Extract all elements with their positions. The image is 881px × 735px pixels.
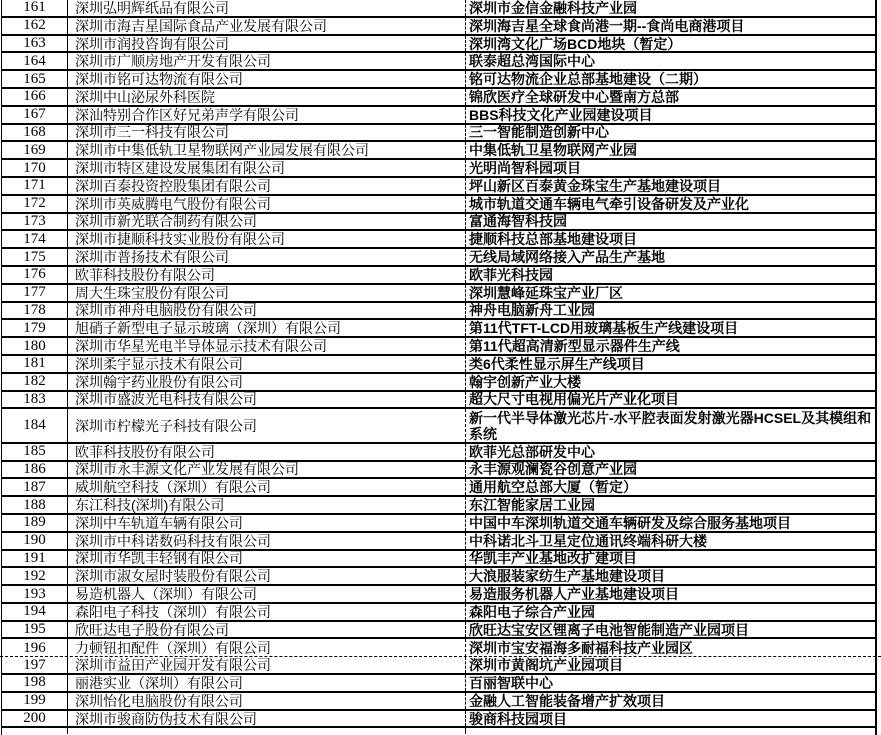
row-number-cell: 189: [2, 515, 68, 531]
row-number-cell: 179: [2, 320, 68, 336]
company-name-cell: 深圳市英威腾电气股份有限公司: [68, 196, 466, 212]
table-row: [2, 392, 875, 410]
project-name-cell: BBS科技文化产业园建设项目: [469, 106, 653, 123]
company-name-cell: 欧菲科技股份有限公司: [68, 444, 466, 460]
row-number-cell: 168: [2, 125, 68, 141]
row-number-cell: 185: [2, 444, 68, 460]
company-name-cell: 东江科技(深圳)有限公司: [68, 497, 466, 513]
row-number-cell: 166: [2, 89, 68, 105]
row-number-cell: 176: [2, 267, 68, 283]
row-number-cell: 186: [2, 462, 68, 478]
table-row: [2, 36, 875, 54]
project-name-cell: 深圳市黄阁坑产业园项目: [469, 657, 623, 674]
table-row: [2, 515, 875, 533]
project-name-cell: 中国中车深圳轨道交通车辆研发及综合服务基地项目: [469, 514, 791, 531]
company-name-cell: 深圳百泰投资控股集团有限公司: [68, 178, 466, 194]
row-number-cell: 197: [2, 657, 68, 673]
table-row: [2, 586, 875, 604]
table-row: [2, 533, 875, 551]
company-name-cell: 深圳市华星光电半导体显示技术有限公司: [68, 338, 466, 354]
company-name-cell: 周大生珠宝股份有限公司: [68, 285, 466, 301]
row-number-cell: 199: [2, 693, 68, 709]
company-name-cell: [68, 728, 466, 734]
table-row: [2, 71, 875, 89]
table-row: [2, 409, 875, 443]
company-name-cell: 深圳柔宇显示技术有限公司: [68, 356, 466, 372]
row-number-cell: 175: [2, 249, 68, 265]
table-row: [2, 267, 875, 285]
company-name-cell: 深圳市广顺房地产开发有限公司: [68, 53, 466, 69]
project-name-cell: 欧菲光总部研发中心: [469, 443, 595, 460]
table-row: [2, 675, 875, 693]
row-number-cell: 198: [2, 675, 68, 691]
project-name-cell: 森阳电子综合产业园: [469, 603, 595, 620]
company-name-cell: 深圳市盛波光电科技有限公司: [68, 392, 466, 408]
table-row: [2, 214, 875, 232]
company-name-cell: 深圳中山泌尿外科医院: [68, 89, 466, 105]
table-row: [2, 249, 875, 267]
row-number-cell: 191: [2, 551, 68, 567]
project-name-cell: 骏商科技园项目: [469, 710, 567, 727]
project-name-cell: 深圳湾文化广场BCD地块（暂定）: [469, 35, 682, 52]
row-number-cell: [2, 728, 68, 734]
row-number-cell: 172: [2, 196, 68, 212]
company-name-cell: 深圳市华凯丰轻钢有限公司: [68, 551, 466, 567]
project-name-cell: 中集低轨卫星物联网产业园: [469, 142, 637, 159]
row-number-cell: 163: [2, 36, 68, 52]
company-name-cell: 深圳市润投咨询有限公司: [68, 36, 466, 52]
row-number-cell: 200: [2, 711, 68, 727]
project-name-cell: 三一智能制造创新中心: [469, 124, 609, 141]
project-name-cell: 锦欣医疗全球研发中心暨南方总部: [469, 88, 679, 105]
project-name-cell: 深圳市宝安福海多耐福科技产业园区: [469, 640, 693, 657]
company-name-cell: 深圳市骏商防伪技术有限公司: [68, 711, 466, 727]
project-name-cell: 翰宇创新产业大楼: [469, 373, 581, 390]
company-name-cell: 威圳航空科技（深圳）有限公司: [68, 479, 466, 495]
row-number-cell: 178: [2, 303, 68, 319]
project-name-cell: 联泰超总湾国际中心: [469, 53, 595, 70]
table-row: [2, 604, 875, 622]
table-row: [2, 196, 875, 214]
company-name-cell: 深圳市神舟电脑股份有限公司: [68, 303, 466, 319]
company-name-cell: 深圳市铭可达物流有限公司: [68, 71, 466, 87]
table-row: [2, 0, 875, 18]
table-row: [2, 639, 875, 657]
table-row: [2, 285, 875, 303]
row-number-cell: 169: [2, 142, 68, 158]
row-number-cell: 193: [2, 586, 68, 602]
project-name-cell: 百丽智联中心: [469, 675, 553, 691]
row-number-cell: 196: [2, 639, 68, 657]
project-name-cell: 东江智能家居工业园: [469, 497, 595, 513]
project-name-cell: 中科诺北斗卫星定位通讯终端科研大楼: [469, 532, 707, 549]
table-row: [2, 160, 875, 178]
project-name-cell: 城市轨道交通车辆电气牵引设备研发及产业化: [469, 195, 749, 212]
table-row: [2, 497, 875, 515]
table-row: [2, 178, 875, 196]
table-row: [2, 568, 875, 586]
row-number-cell: 165: [2, 71, 68, 87]
company-name-cell: 深圳市三一科技有限公司: [68, 125, 466, 141]
row-number-cell: 188: [2, 497, 68, 513]
project-name-cell: 无线局域网络接入产品生产基地: [469, 249, 665, 265]
table-row: [2, 142, 875, 160]
table-row: [2, 125, 875, 143]
company-name-cell: 易造机器人（深圳）有限公司: [68, 586, 466, 602]
project-name-cell: 华凯丰产业基地改扩建项目: [469, 550, 637, 567]
table-row: [2, 89, 875, 107]
project-name-cell: 深圳市金信金融科技产业园: [469, 0, 637, 16]
company-name-cell: 深圳市淑女屋时装股份有限公司: [68, 568, 466, 584]
project-name-cell: 坪山新区百泰黄金珠宝生产基地建设项目: [469, 177, 721, 194]
company-name-cell: 深圳市捷顺科技实业股份有限公司: [68, 231, 466, 247]
row-number-cell: 177: [2, 285, 68, 301]
company-name-cell: 深圳翰宇药业股份有限公司: [68, 374, 466, 390]
project-name-cell: 光明尚智科园项目: [469, 160, 581, 176]
project-name-cell: 深圳海吉星全球食尚港一期--食尚电商港项目: [469, 17, 745, 34]
row-number-cell: 171: [2, 178, 68, 194]
table-row: [2, 479, 875, 497]
table-row: [2, 18, 875, 36]
row-number-cell: 194: [2, 604, 68, 620]
project-name-cell: 大浪服装家纺生产基地建设项目: [469, 568, 665, 585]
project-name-cell: 第11代TFT-LCD用玻璃基板生产线建设项目: [469, 320, 739, 337]
row-number-cell: 173: [2, 214, 68, 230]
company-project-table: [1, 0, 877, 735]
company-name-cell: 深汕特别合作区好兄弟声学有限公司: [68, 107, 466, 123]
page-break-dashed-line: [0, 656, 881, 657]
company-name-cell: 深圳市特区建设发展集团有限公司: [68, 160, 466, 176]
company-name-cell: 深圳市益田产业园开发有限公司: [68, 657, 466, 673]
row-number-cell: 174: [2, 231, 68, 247]
project-name-cell: 易造服务机器人产业基地建设项目: [469, 586, 679, 602]
row-number-cell: 192: [2, 568, 68, 584]
row-number-cell: 195: [2, 622, 68, 638]
table-row: [2, 356, 875, 374]
row-number-cell: 183: [2, 392, 68, 408]
row-number-cell: 164: [2, 53, 68, 69]
table-row: [2, 657, 875, 675]
project-name-cell: 神舟电脑新舟工业园: [469, 302, 595, 319]
company-name-cell: 欣旺达电子股份有限公司: [68, 622, 466, 638]
table-row: [2, 374, 875, 392]
company-name-cell: 丽港实业（深圳）有限公司: [68, 675, 466, 691]
row-number-cell: 180: [2, 338, 68, 354]
company-name-cell: 深圳市普扬技术有限公司: [68, 249, 466, 265]
table-row-partial: [2, 728, 875, 734]
project-name-cell: 铭可达物流企业总部基地建设（二期）: [469, 71, 707, 87]
row-number-cell: 182: [2, 374, 68, 390]
company-name-cell: 力顿钮扣配件（深圳）有限公司: [68, 639, 466, 657]
project-name-cell: 捷顺科技总部基地建设项目: [469, 231, 637, 248]
row-number-cell: 184: [2, 409, 68, 441]
row-number-cell: 190: [2, 533, 68, 549]
table-row: [2, 231, 875, 249]
company-name-cell: 深圳市海吉星国际食品产业发展有限公司: [68, 18, 466, 34]
project-name-cell: 通用航空总部大厦（暂定）: [469, 479, 637, 496]
project-name-cell: 欣旺达宝安区锂离子电池智能制造产业园项目: [469, 621, 749, 638]
company-name-cell: 深圳市柠檬光子科技有限公司: [68, 409, 466, 441]
company-name-cell: 深圳市新光联合制药有限公司: [68, 214, 466, 230]
table-row: [2, 444, 875, 462]
project-name-cell: 金融人工智能装备增产扩效项目: [469, 692, 665, 709]
company-name-cell: 深圳中车轨道车辆有限公司: [68, 515, 466, 531]
project-name-cell: [466, 728, 875, 734]
table-row: [2, 53, 875, 71]
project-name-cell: 类6代柔性显示屏生产线项目: [469, 355, 645, 372]
project-name-cell: 欧菲光科技园: [469, 266, 553, 283]
table-row: [2, 462, 875, 480]
company-name-cell: 深圳怡化电脑股份有限公司: [68, 693, 466, 709]
row-number-cell: 161: [2, 0, 68, 16]
row-number-cell: 181: [2, 356, 68, 372]
company-name-cell: 森阳电子科技（深圳）有限公司: [68, 604, 466, 620]
row-number-cell: 162: [2, 18, 68, 34]
table-row: [2, 551, 875, 569]
project-name-cell: 永丰源观澜瓷谷创意产业园: [469, 461, 637, 478]
company-name-cell: 旭硝子新型电子显示玻璃（深圳）有限公司: [68, 320, 466, 336]
row-number-cell: 187: [2, 479, 68, 495]
project-name-cell: 新一代半导体激光芯片-水平腔表面发射激光器HCSEL及其模组和系统: [469, 409, 872, 442]
company-name-cell: 深圳市永丰源文化产业发展有限公司: [68, 462, 466, 478]
project-name-cell: 超大尺寸电视用偏光片产业化项目: [469, 391, 679, 408]
row-number-cell: 170: [2, 160, 68, 176]
table-row: [2, 622, 875, 640]
project-name-cell: 深圳慧峰延珠宝产业厂区: [469, 284, 623, 301]
project-name-cell: 富通海智科技园: [469, 213, 567, 230]
company-name-cell: 深圳弘明辉纸品有限公司: [68, 0, 466, 16]
table-row: [2, 320, 875, 338]
company-name-cell: 欧菲科技股份有限公司: [68, 267, 466, 283]
table-row: [2, 107, 875, 125]
table-row: [2, 711, 875, 729]
table-row: [2, 303, 875, 321]
company-name-cell: 深圳市中科诺数码科技有限公司: [68, 533, 466, 549]
row-number-cell: 167: [2, 107, 68, 123]
table-row: [2, 693, 875, 711]
project-name-cell: 第11代超高清新型显示器件生产线: [469, 338, 680, 354]
table-row: [2, 338, 875, 356]
company-name-cell: 深圳市中集低轨卫星物联网产业园发展有限公司: [68, 142, 466, 158]
